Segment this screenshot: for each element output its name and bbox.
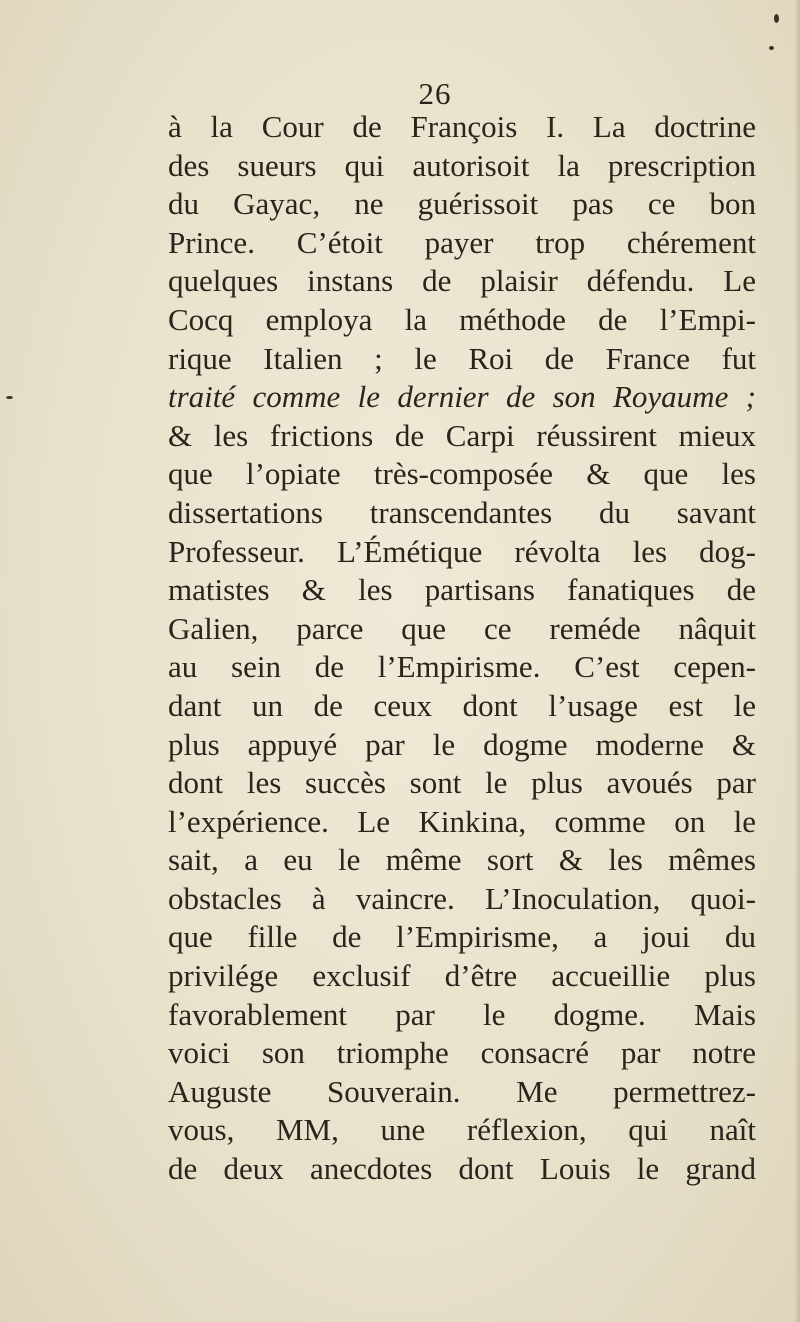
text-line: Professeur. L’Émétique révolta les dog- [168, 533, 756, 569]
text-line: Auguste Souverain. Me permettrez- [168, 1073, 756, 1109]
text-line: de deux anecdotes dont Louis le grand [168, 1151, 756, 1187]
text-line: à la Cour de François I. La doctrine [168, 109, 756, 144]
text-line: sait, a eu le même sort & les mêmes [168, 842, 756, 878]
ink-speck [6, 396, 13, 399]
text-line: au sein de l’Empirisme. C’est cepen- [168, 649, 756, 685]
text-line: dissertations transcendantes du savant [168, 494, 756, 530]
text-line: des sueurs qui autorisoit la prescription [168, 147, 756, 183]
text-line: voici son triomphe consacré par notre [168, 1035, 756, 1071]
text-line: Prince. C’étoit payer trop chérement [168, 224, 756, 260]
text-line: plus appuyé par le dogme moderne & [168, 726, 756, 762]
text-line: matistes & les partisans fanatiques de [168, 572, 756, 608]
text-line: dont les succès sont le plus avoués par [168, 765, 756, 801]
ink-speck [769, 46, 774, 50]
text-line: du Gayac, ne guérissoit pas ce bon [168, 186, 756, 222]
text-line: privilége exclusif d’être accueillie plus [168, 958, 756, 994]
text-line: obstacles à vaincre. L’Inoculation, quoi- [168, 880, 756, 916]
text-line: que fille de l’Empirisme, a joui du [168, 919, 756, 955]
text-line: que l’opiate très-composée & que les [168, 456, 756, 492]
text-line: favorablement par le dogme. Mais [168, 996, 756, 1032]
text-line: vous, MM, une réflexion, qui naît [168, 1112, 756, 1148]
text-line: l’expérience. Le Kinkina, comme on le [168, 803, 756, 839]
text-line: dant un de ceux dont l’usage est le [168, 687, 756, 723]
text-line: quelques instans de plaisir défendu. Le [168, 263, 756, 299]
page-text [168, 108, 756, 1189]
page-edge-shadow [794, 0, 800, 1322]
text-line: & les frictions de Carpi réussirent mieux [168, 417, 756, 453]
text-line: rique Italien ; le Roi de France fut [168, 340, 756, 376]
ink-speck [774, 14, 779, 23]
text-line: Galien, parce que ce reméde nâquit [168, 610, 756, 646]
text-line: traité comme le dernier de son Royaume ; [168, 379, 756, 415]
page-number: 26 [418, 76, 452, 111]
text-line: Cocq employa la méthode de l’Empi- [168, 301, 756, 337]
